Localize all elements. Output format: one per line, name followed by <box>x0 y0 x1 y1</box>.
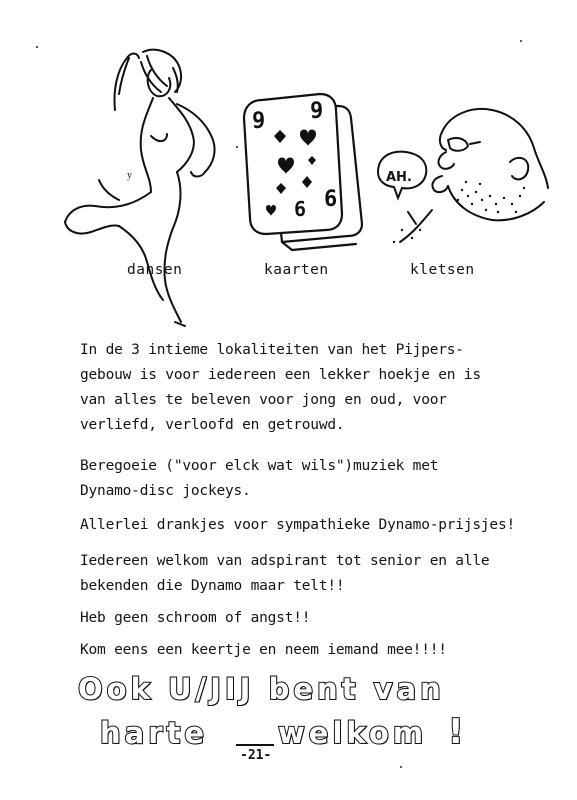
text-line: Kom eens een keertje en neem iemand mee!!!! <box>80 642 447 658</box>
scan-speck <box>36 46 38 48</box>
text-line: van alles te beleven voor jong en oud, voor <box>80 392 447 408</box>
text-line: Allerlei drankjes voor sympathieke Dynamo-prijsjes! <box>80 517 516 533</box>
banner-exclamation: ! <box>448 712 468 752</box>
caption-kletsen: kletsen <box>410 262 475 278</box>
paragraph-no-fear <box>80 606 560 631</box>
banner-word-harte: harte <box>100 716 209 750</box>
text-line: Dynamo-disc jockeys. <box>80 483 251 499</box>
banner-word-welkom: welkom <box>278 716 428 750</box>
svg-text:6: 6 <box>294 197 307 221</box>
paragraph-welcome <box>80 549 560 599</box>
banner-line-1: Ook U/JIJ bent van <box>78 672 445 706</box>
scan-speck <box>236 146 238 148</box>
text-line: In de 3 intieme lokaliteiten van het Pijpers- <box>80 342 464 358</box>
paragraph-drinks <box>80 513 560 538</box>
text-line: Heb geen schroom of angst!! <box>80 610 311 626</box>
text-line: Iedereen welkom van adspirant tot senior en alle <box>80 553 490 569</box>
text-line: Beregoeie ("voor elck wat wils")muziek met <box>80 458 439 474</box>
caption-kaarten: kaarten <box>264 262 329 278</box>
paragraph-intro <box>80 338 560 438</box>
caption-dansen: dansen <box>127 262 183 278</box>
speech-bubble-text: AH. <box>386 170 412 185</box>
page-number: -21- <box>240 748 272 763</box>
svg-text:9: 9 <box>310 99 324 124</box>
paragraph-invite <box>80 638 560 663</box>
scan-speck <box>400 766 402 768</box>
text-line: bekenden die Dynamo maar telt!! <box>80 578 345 594</box>
paragraph-music <box>80 454 560 504</box>
svg-text:6: 6 <box>324 187 338 212</box>
dancing-woman-drawing <box>55 40 235 330</box>
svg-text:9: 9 <box>252 109 266 134</box>
text-line: gebouw is voor iedereen een lekker hoekje en is <box>80 367 481 383</box>
playing-cards-drawing <box>238 88 368 258</box>
scan-speck <box>520 40 522 42</box>
text-line: verliefd, verloofd en getrouwd. <box>80 417 345 433</box>
svg-text:y: y <box>127 170 132 181</box>
